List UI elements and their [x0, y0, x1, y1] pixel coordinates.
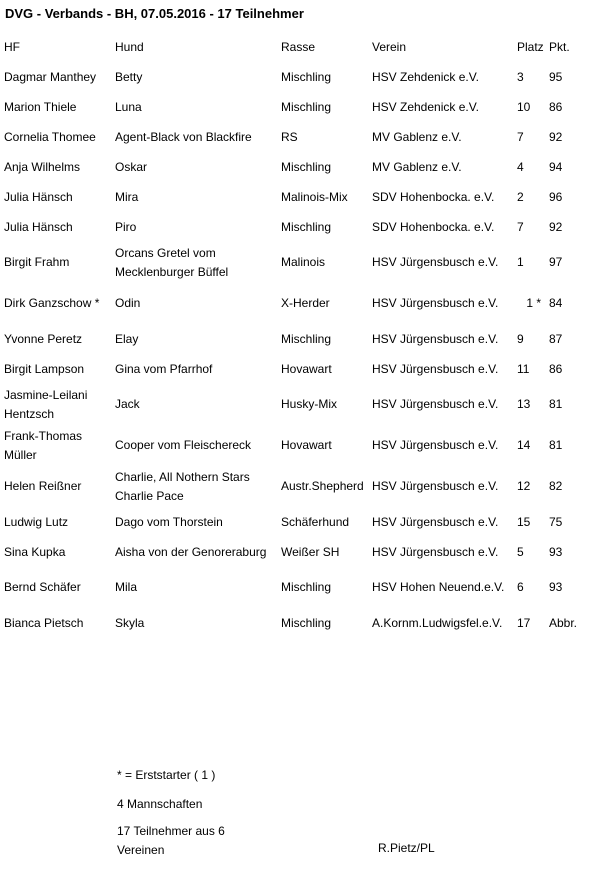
- cell-pkt: 86: [549, 361, 563, 376]
- cell-verein: HSV Jürgensbusch e.V.: [372, 514, 499, 529]
- cell-rasse: Mischling: [281, 580, 332, 594]
- cell-pkt: 96: [549, 189, 563, 204]
- cell-pkt: 92: [549, 129, 563, 144]
- team-count: 4 Mannschaften: [117, 797, 203, 811]
- table-row: [2, 466, 587, 507]
- table-row: [2, 92, 587, 122]
- cell-verein: HSV Jürgensbusch e.V.: [372, 397, 499, 411]
- cell-hund: Agent-Black von Blackfire: [115, 129, 252, 144]
- cell-hund: Orcans Gretel vom Mecklenburger Büffel: [115, 245, 229, 279]
- cell-hund: Cooper vom Fleischereck: [115, 438, 252, 452]
- cell-rasse: Mischling: [281, 331, 332, 346]
- cell-verein: SDV Hohenbocka. e.V.: [372, 189, 495, 204]
- cell-platz: 6: [517, 580, 524, 594]
- cell-rasse: Malinois-Mix: [281, 189, 348, 204]
- header-hund: Hund: [115, 39, 144, 54]
- cell-rasse: Hovawart: [281, 438, 332, 452]
- cell-hf: Marion Thiele: [4, 99, 77, 114]
- table-row: [2, 354, 587, 384]
- cell-hf: Bianca Pietsch: [4, 615, 84, 630]
- header-platz: Platz: [517, 39, 544, 54]
- header-rasse: Rasse: [281, 39, 316, 54]
- cell-hund: Piro: [115, 219, 137, 234]
- cell-pkt: 93: [549, 544, 563, 559]
- cell-rasse: Husky-Mix: [281, 397, 337, 411]
- table-row: [2, 182, 587, 212]
- cell-platz: 3: [517, 69, 524, 84]
- cell-hund: Luna: [115, 99, 142, 114]
- cell-verein: A.Kornm.Ludwigsfel.e.V.: [372, 615, 503, 630]
- cell-verein: HSV Jürgensbusch e.V.: [372, 544, 499, 559]
- table-header-row: [2, 32, 587, 62]
- header-hf: HF: [4, 39, 20, 54]
- cell-rasse: Austr.Shepherd: [281, 479, 364, 493]
- table-row: [2, 152, 587, 182]
- cell-platz: 1: [517, 255, 524, 269]
- cell-hund: Aisha von der Genoreraburg: [115, 544, 267, 559]
- cell-hf: Anja Wilhelms: [4, 159, 81, 174]
- table-row: [2, 425, 587, 466]
- cell-hund: Dago vom Thorstein: [115, 514, 223, 529]
- cell-hund: Elay: [115, 331, 139, 346]
- table-row: [2, 324, 587, 354]
- cell-pkt: 86: [549, 99, 563, 114]
- cell-hf: Helen Reißner: [4, 479, 82, 493]
- page-title: DVG - Verbands - BH, 07.05.2016 - 17 Teilnehmer: [5, 6, 304, 21]
- table-row: [2, 537, 587, 567]
- cell-rasse: Mischling: [281, 615, 332, 630]
- table-row: [2, 212, 587, 242]
- cell-verein: HSV Jürgensbusch e.V.: [372, 255, 499, 269]
- cell-hf: Julia Hänsch: [4, 189, 73, 204]
- cell-hund: Gina vom Pfarrhof: [115, 361, 213, 376]
- cell-verein: SDV Hohenbocka. e.V.: [372, 219, 495, 234]
- cell-pkt: 82: [549, 479, 563, 493]
- table-row: [2, 62, 587, 92]
- cell-hf: Cornelia Thomee: [4, 129, 96, 144]
- cell-platz: 9: [517, 331, 524, 346]
- cell-platz: 12: [517, 479, 531, 493]
- cell-verein: HSV Zehdenick e.V.: [372, 99, 479, 114]
- cell-hund: Skyla: [115, 615, 145, 630]
- cell-hund: Mila: [115, 580, 138, 594]
- cell-pkt: 92: [549, 219, 563, 234]
- cell-platz: 10: [517, 99, 531, 114]
- cell-platz: 7: [517, 219, 524, 234]
- cell-hf: Ludwig Lutz: [4, 514, 69, 529]
- cell-pkt: 95: [549, 69, 563, 84]
- cell-hund: Oskar: [115, 159, 148, 174]
- cell-verein: HSV Jürgensbusch e.V.: [372, 479, 499, 493]
- table-row: [2, 384, 587, 425]
- cell-platz: 5: [517, 544, 524, 559]
- cell-rasse: Hovawart: [281, 361, 332, 376]
- cell-hund: Jack: [115, 397, 140, 411]
- cell-rasse: Mischling: [281, 159, 332, 174]
- cell-platz: 13: [517, 397, 531, 411]
- cell-verein: HSV Zehdenick e.V.: [372, 69, 479, 84]
- cell-verein: HSV Jürgensbusch e.V.: [372, 296, 499, 310]
- table-row: [2, 567, 587, 608]
- cell-verein: HSV Jürgensbusch e.V.: [372, 361, 499, 376]
- table-row: [2, 242, 587, 283]
- cell-pkt: 84: [549, 296, 563, 310]
- cell-platz: 15: [517, 514, 531, 529]
- cell-hund: Betty: [115, 69, 143, 84]
- cell-hf: Julia Hänsch: [4, 219, 73, 234]
- cell-pkt: 94: [549, 159, 563, 174]
- cell-platz: 11: [517, 361, 530, 376]
- table-row: [2, 608, 587, 638]
- cell-hf: Frank-Thomas Müller: [4, 428, 83, 462]
- cell-pkt: 93: [549, 580, 563, 594]
- cell-pkt: 87: [549, 331, 563, 346]
- cell-verein: MV Gablenz e.V.: [372, 159, 462, 174]
- cell-rasse: RS: [281, 129, 298, 144]
- cell-hf: Sina Kupka: [4, 544, 66, 559]
- cell-platz: 2: [517, 189, 524, 204]
- cell-pkt: 75: [549, 514, 563, 529]
- cell-pkt: 97: [549, 255, 563, 269]
- cell-hf: Birgit Lampson: [4, 361, 85, 376]
- cell-hf: Bernd Schäfer: [4, 580, 81, 594]
- cell-hund: Odin: [115, 296, 141, 310]
- results-table: [2, 32, 587, 638]
- cell-platz: 7: [517, 129, 524, 144]
- footnote-first-starter: * = Erststarter ( 1 ): [117, 768, 216, 782]
- header-pkt: Pkt.: [549, 39, 570, 54]
- cell-platz: 1 *: [526, 296, 541, 310]
- cell-hund: Charlie, All Nothern Stars Charlie Pace: [115, 469, 250, 503]
- cell-platz: 17: [517, 615, 531, 630]
- cell-rasse: Mischling: [281, 219, 332, 234]
- cell-rasse: X-Herder: [281, 296, 330, 310]
- cell-hf: Dagmar Manthey: [4, 69, 97, 84]
- cell-rasse: Mischling: [281, 69, 332, 84]
- cell-hf: Jasmine-Leilani Hentzsch: [4, 387, 88, 421]
- header-verein: Verein: [372, 39, 407, 54]
- cell-verein: MV Gablenz e.V.: [372, 129, 462, 144]
- cell-platz: 14: [517, 438, 531, 452]
- table-row: [2, 507, 587, 537]
- cell-rasse: Mischling: [281, 99, 332, 114]
- table-row: [2, 122, 587, 152]
- cell-hund: Mira: [115, 189, 139, 204]
- participant-summary: 17 Teilnehmer aus 6 Vereinen: [117, 824, 225, 857]
- cell-rasse: Schäferhund: [281, 514, 350, 529]
- cell-hf: Dirk Ganzschow *: [4, 296, 100, 310]
- cell-pkt: 81: [549, 438, 563, 452]
- cell-hf: Yvonne Peretz: [4, 331, 83, 346]
- cell-pkt: 81: [549, 397, 563, 411]
- cell-verein: HSV Jürgensbusch e.V.: [372, 331, 499, 346]
- author-signature: R.Pietz/PL: [378, 841, 435, 855]
- cell-pkt: Abbr.: [549, 615, 578, 630]
- cell-verein: HSV Hohen Neuend.e.V.: [372, 580, 505, 594]
- cell-hf: Birgit Frahm: [4, 255, 70, 269]
- cell-verein: HSV Jürgensbusch e.V.: [372, 438, 499, 452]
- cell-rasse: Weißer SH: [281, 544, 340, 559]
- table-row: [2, 283, 587, 324]
- cell-platz: 4: [517, 159, 524, 174]
- cell-rasse: Malinois: [281, 255, 326, 269]
